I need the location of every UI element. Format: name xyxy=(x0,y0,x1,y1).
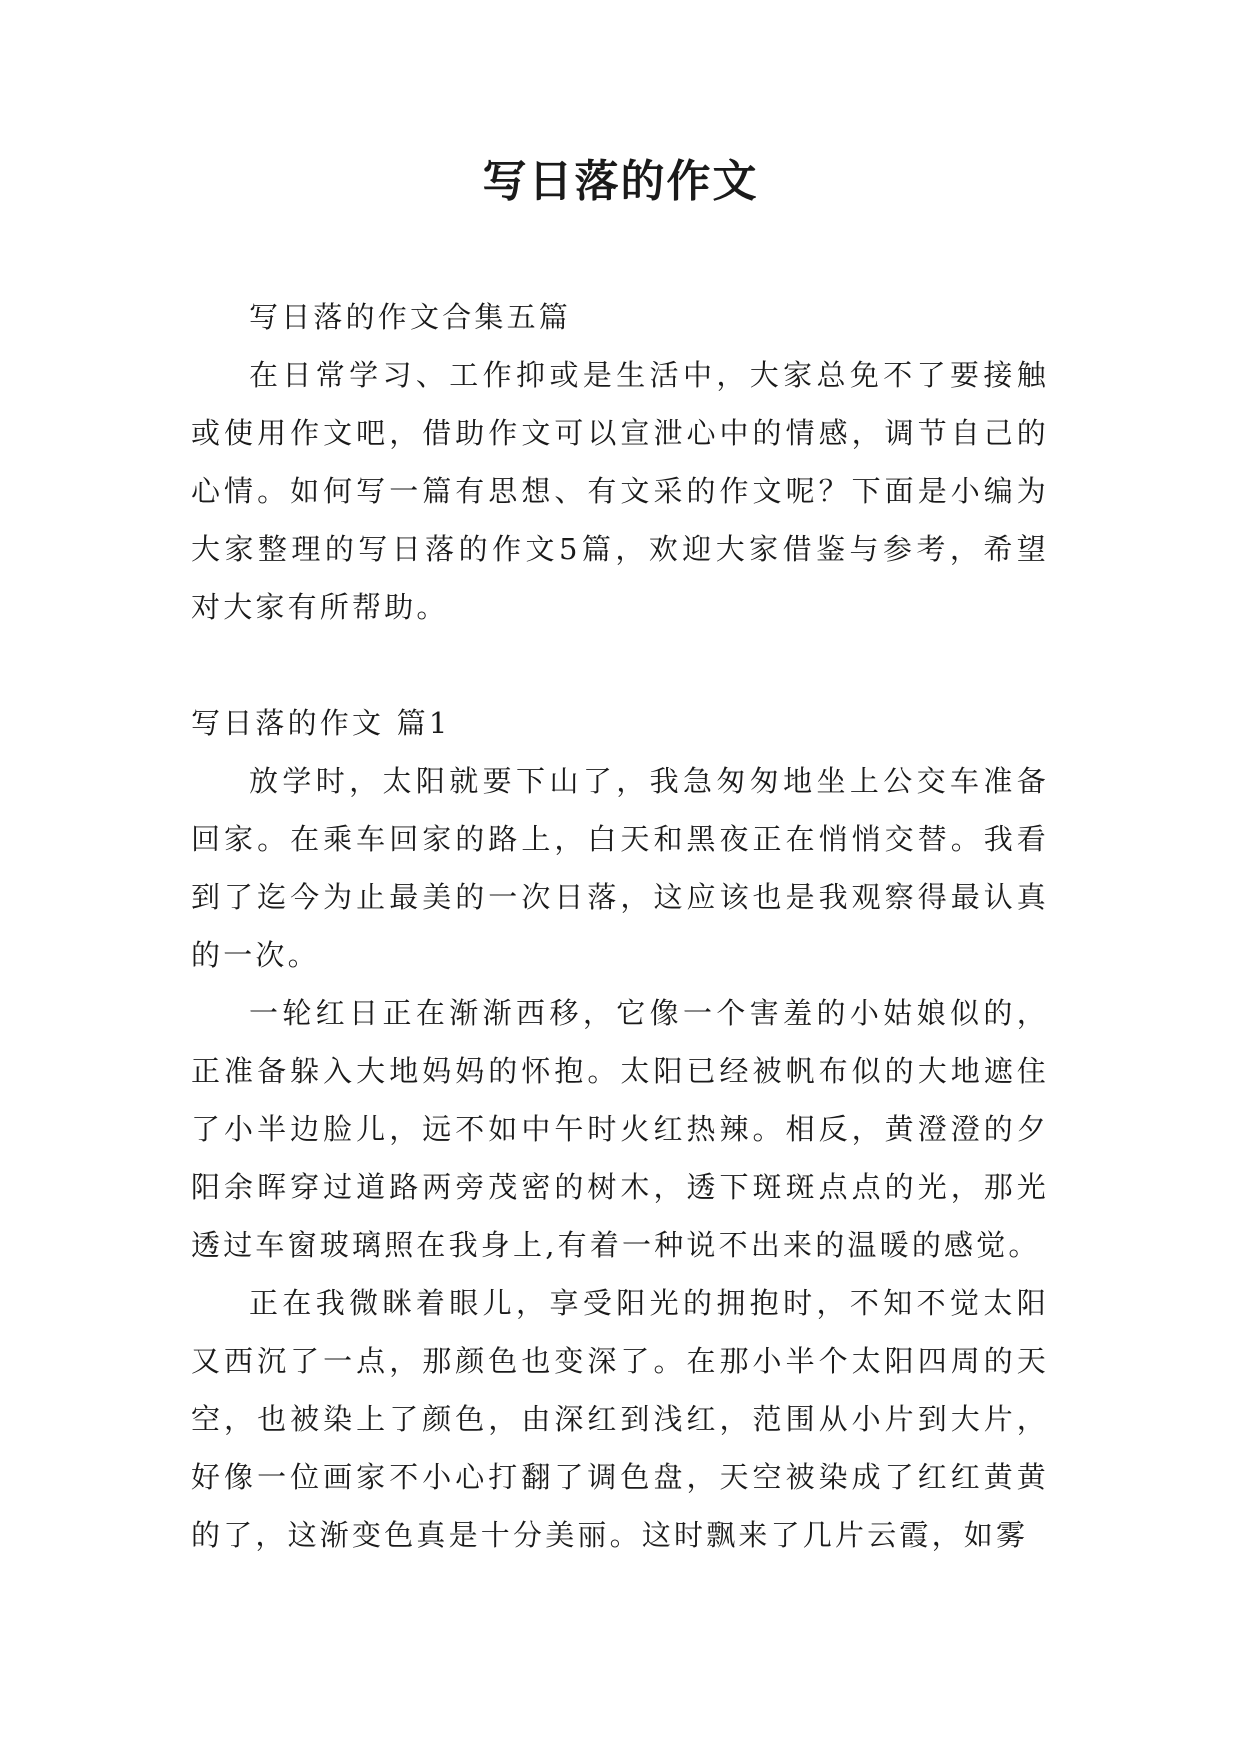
document-title: 写日落的作文 xyxy=(482,156,759,207)
essay-paragraph-1: 放学时，太阳就要下山了，我急匆匆地坐上公交车准备回家。在乘车回家的路上，白天和黑夜正在悄悄交替。我看到了迄今为止最美的一次日落，这应该也是我观察得最认真的一次。 xyxy=(191,764,1049,972)
essay-paragraph-2: 一轮红日正在渐渐西移，它像一个害羞的小姑娘似的，正准备躲入大地妈妈的怀抱。太阳已经被帆布似的大地遮住了小半边脸儿，远不如中午时火红热辣。相反，黄澄澄的夕阳余晖穿过道路两旁茂密的树木，透下斑斑点点的光，那光透过车窗玻璃照在我身上,有着一种说不出来的温暖的感觉。 xyxy=(191,996,1049,1262)
intro-paragraph: 在日常学习、工作抑或是生活中，大家总免不了要接触或使用作文吧，借助作文可以宣泄心中的情感，调节自己的心情。如何写一篇有思想、有文采的作文呢？下面是小编为大家整理的写日落的作文5篇，欢迎大家借鉴与参考，希望对大家有所帮助。 xyxy=(191,358,1049,624)
collection-subtitle: 写日落的作文合集五篇 xyxy=(249,300,572,334)
document-body xyxy=(191,288,1049,1564)
essay-paragraph-3: 正在我微眯着眼儿，享受阳光的拥抱时，不知不觉太阳又西沉了一点，那颜色也变深了。在那小半个太阳四周的天空，也被染上了颜色，由深红到浅红，范围从小片到大片，好像一位画家不小心打翻了调色盘，天空被染成了红红黄黄的了，这渐变色真是十分美丽。这时飘来了几片云霞，如雾 xyxy=(191,1286,1049,1552)
section-heading: 写日落的作文 篇1 xyxy=(191,706,451,740)
section-spacer xyxy=(191,636,1049,694)
